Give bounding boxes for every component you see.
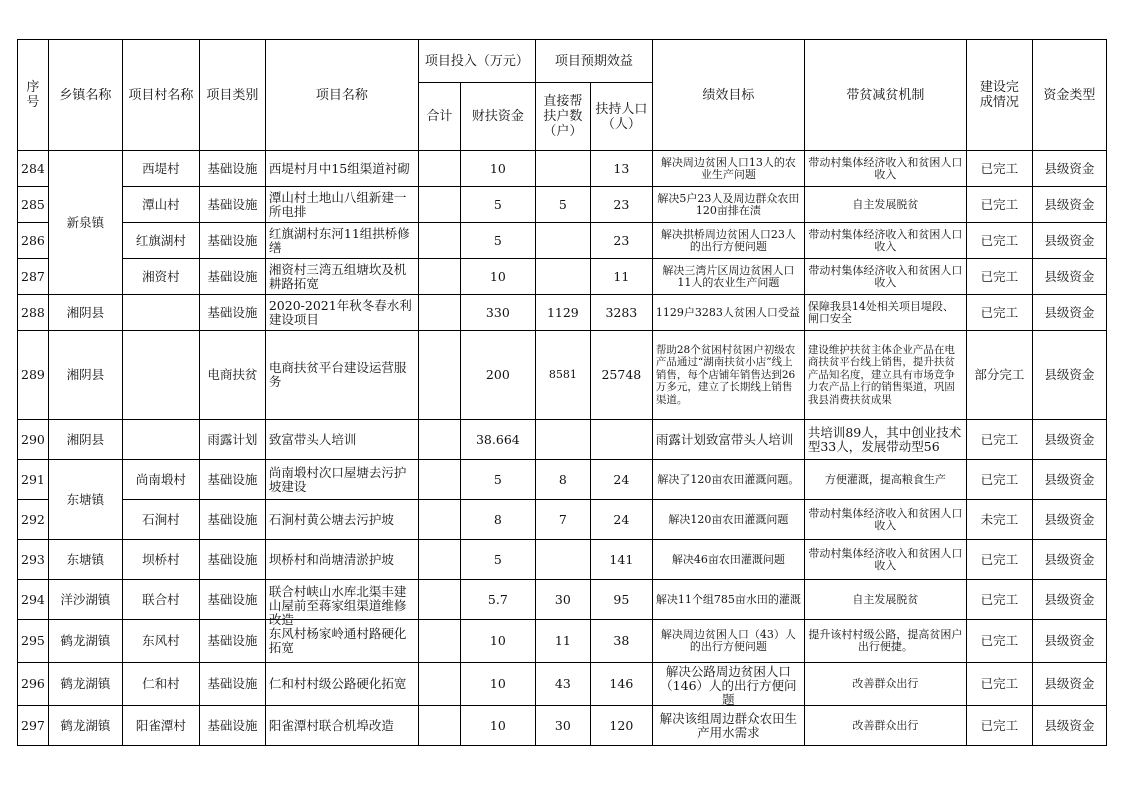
cell-status: 已完工 — [966, 580, 1032, 620]
table-row — [18, 331, 1107, 420]
cell-households — [535, 259, 590, 295]
cell-goal: 解决120亩农田灌溉问题 — [652, 500, 804, 540]
cell-town: 洋沙湖镇 — [48, 580, 122, 620]
cell-village: 西堤村 — [122, 151, 199, 187]
cell-fiscal: 10 — [460, 620, 535, 663]
cell-mechanism: 带动村集体经济收入和贫困人口收入 — [804, 540, 966, 580]
cell-seq: 297 — [18, 706, 49, 746]
cell-households — [535, 540, 590, 580]
project-table — [17, 39, 1107, 746]
cell-population: 3283 — [590, 295, 652, 331]
table-row — [18, 706, 1107, 746]
cell-project: 红旗湖村东河11组拱桥修缮 — [265, 223, 418, 259]
cell-town: 湘阴县 — [48, 331, 122, 420]
cell-category: 雨露计划 — [199, 420, 265, 460]
header-status: 建设完成情况 — [966, 40, 1032, 151]
header-village: 项目村名称 — [122, 40, 199, 151]
cell-seq: 294 — [18, 580, 49, 620]
cell-seq: 287 — [18, 259, 49, 295]
cell-project: 联合村峡山水库北渠丰建山屋前至蒋家组渠道维修改造 — [265, 580, 418, 620]
cell-project: 2020-2021年秋冬春水利建设项目 — [265, 295, 418, 331]
header-population: 扶持人口（人） — [590, 83, 652, 151]
cell-total — [418, 663, 460, 706]
cell-category: 基础设施 — [199, 460, 265, 500]
cell-category: 基础设施 — [199, 620, 265, 663]
header-benefit: 项目预期效益 — [535, 40, 652, 83]
cell-seq: 295 — [18, 620, 49, 663]
cell-status: 已完工 — [966, 620, 1032, 663]
cell-category: 基础设施 — [199, 580, 265, 620]
cell-village — [122, 331, 199, 420]
table-row — [18, 151, 1107, 187]
header-fund: 资金类型 — [1032, 40, 1106, 151]
cell-fund: 县级资金 — [1032, 540, 1106, 580]
cell-fiscal: 5.7 — [460, 580, 535, 620]
cell-goal: 1129户3283人贫困人口受益 — [652, 295, 804, 331]
cell-category: 基础设施 — [199, 151, 265, 187]
cell-households: 8 — [535, 460, 590, 500]
cell-mechanism: 改善群众出行 — [804, 706, 966, 746]
cell-fiscal: 5 — [460, 187, 535, 223]
cell-status: 未完工 — [966, 500, 1032, 540]
cell-category: 基础设施 — [199, 259, 265, 295]
cell-town: 湘阴县 — [48, 420, 122, 460]
cell-population: 38 — [590, 620, 652, 663]
cell-status: 部分完工 — [966, 331, 1032, 420]
cell-households: 5 — [535, 187, 590, 223]
header-investment: 项目投入（万元） — [418, 40, 535, 83]
cell-village: 石涧村 — [122, 500, 199, 540]
cell-village: 红旗湖村 — [122, 223, 199, 259]
cell-status: 已完工 — [966, 663, 1032, 706]
cell-project: 仁和村村级公路硬化拓宽 — [265, 663, 418, 706]
header-fiscal: 财扶资金 — [460, 83, 535, 151]
header-households: 直接帮扶户数（户） — [535, 83, 590, 151]
cell-fiscal: 10 — [460, 706, 535, 746]
cell-fund: 县级资金 — [1032, 580, 1106, 620]
cell-status: 已完工 — [966, 223, 1032, 259]
cell-total — [418, 580, 460, 620]
cell-village: 阳雀潭村 — [122, 706, 199, 746]
cell-town: 鹤龙湖镇 — [48, 620, 122, 663]
cell-households: 7 — [535, 500, 590, 540]
cell-population: 146 — [590, 663, 652, 706]
cell-total — [418, 460, 460, 500]
cell-mechanism: 建设维护扶贫主体企业产品在电商扶贫平台线上销售，提升扶贫产品知名度，建立具有市场竞争力农产品上行的销售渠道，巩固我县消费扶贫成果 — [804, 331, 966, 420]
cell-population: 95 — [590, 580, 652, 620]
table-row — [18, 295, 1107, 331]
cell-fiscal: 10 — [460, 663, 535, 706]
cell-fiscal: 5 — [460, 460, 535, 500]
header-project: 项目名称 — [265, 40, 418, 151]
cell-category: 基础设施 — [199, 540, 265, 580]
cell-status: 已完工 — [966, 187, 1032, 223]
header-category: 项目类别 — [199, 40, 265, 151]
cell-status: 已完工 — [966, 295, 1032, 331]
cell-fund: 县级资金 — [1032, 259, 1106, 295]
cell-seq: 292 — [18, 500, 49, 540]
cell-fiscal: 330 — [460, 295, 535, 331]
cell-village: 尚南塅村 — [122, 460, 199, 500]
cell-fiscal: 5 — [460, 540, 535, 580]
header-goal: 绩效目标 — [652, 40, 804, 151]
cell-mechanism: 共培训89人，其中创业技术型33人，发展带动型56 — [804, 420, 966, 460]
header-town: 乡镇名称 — [48, 40, 122, 151]
cell-goal: 解决公路周边贫困人口（146）人的出行方便问题 — [652, 663, 804, 706]
cell-category: 基础设施 — [199, 187, 265, 223]
cell-total — [418, 295, 460, 331]
project-table-sheet — [17, 39, 1107, 746]
table-row — [18, 500, 1107, 540]
cell-seq: 296 — [18, 663, 49, 706]
cell-town: 东塘镇 — [48, 460, 122, 540]
cell-status: 已完工 — [966, 420, 1032, 460]
cell-households — [535, 420, 590, 460]
cell-goal: 解决周边贫困人口（43）人的出行方便问题 — [652, 620, 804, 663]
cell-mechanism: 方便灌溉，提高粮食生产 — [804, 460, 966, 500]
cell-population: 25748 — [590, 331, 652, 420]
cell-total — [418, 151, 460, 187]
table-row — [18, 187, 1107, 223]
cell-fund: 县级资金 — [1032, 331, 1106, 420]
cell-seq: 289 — [18, 331, 49, 420]
cell-fiscal: 5 — [460, 223, 535, 259]
cell-total — [418, 420, 460, 460]
cell-village — [122, 420, 199, 460]
cell-mechanism: 保障我县14处相关项目堤段、闸口安全 — [804, 295, 966, 331]
cell-fiscal: 8 — [460, 500, 535, 540]
cell-total — [418, 706, 460, 746]
cell-population: 24 — [590, 500, 652, 540]
cell-town: 湘阴县 — [48, 295, 122, 331]
cell-fund: 县级资金 — [1032, 706, 1106, 746]
cell-project: 坝桥村和尚塘清淤护坡 — [265, 540, 418, 580]
cell-fiscal: 200 — [460, 331, 535, 420]
cell-category: 基础设施 — [199, 295, 265, 331]
cell-households: 8581 — [535, 331, 590, 420]
table-row — [18, 580, 1107, 620]
cell-town: 新泉镇 — [48, 151, 122, 295]
cell-goal: 解决三湾片区周边贫困人口11人的农业生产问题 — [652, 259, 804, 295]
cell-village: 仁和村 — [122, 663, 199, 706]
cell-town: 东塘镇 — [48, 540, 122, 580]
cell-total — [418, 187, 460, 223]
cell-goal: 解决46亩农田灌溉问题 — [652, 540, 804, 580]
cell-village: 潭山村 — [122, 187, 199, 223]
cell-seq: 291 — [18, 460, 49, 500]
cell-mechanism: 自主发展脱贫 — [804, 580, 966, 620]
cell-goal: 解决11个组785亩水田的灌溉 — [652, 580, 804, 620]
table-row — [18, 540, 1107, 580]
cell-category: 基础设施 — [199, 500, 265, 540]
cell-project: 东风村杨家岭通村路硬化拓宽 — [265, 620, 418, 663]
cell-village — [122, 295, 199, 331]
cell-project: 湘资村三湾五组塘坎及机耕路拓宽 — [265, 259, 418, 295]
cell-town: 鹤龙湖镇 — [48, 663, 122, 706]
cell-population: 141 — [590, 540, 652, 580]
cell-project: 致富带头人培训 — [265, 420, 418, 460]
cell-seq: 286 — [18, 223, 49, 259]
cell-mechanism: 自主发展脱贫 — [804, 187, 966, 223]
cell-status: 已完工 — [966, 460, 1032, 500]
cell-fund: 县级资金 — [1032, 460, 1106, 500]
cell-village: 东风村 — [122, 620, 199, 663]
cell-fund: 县级资金 — [1032, 420, 1106, 460]
cell-population: 11 — [590, 259, 652, 295]
cell-project: 石涧村黄公塘去污护坡 — [265, 500, 418, 540]
cell-goal: 解决该组周边群众农田生产用水需求 — [652, 706, 804, 746]
cell-total — [418, 620, 460, 663]
header-total: 合计 — [418, 83, 460, 151]
cell-fund: 县级资金 — [1032, 187, 1106, 223]
cell-seq: 290 — [18, 420, 49, 460]
cell-status: 已完工 — [966, 706, 1032, 746]
cell-households: 30 — [535, 706, 590, 746]
cell-households — [535, 151, 590, 187]
cell-fiscal: 10 — [460, 259, 535, 295]
cell-population: 13 — [590, 151, 652, 187]
cell-population: 23 — [590, 223, 652, 259]
cell-goal: 解决周边贫困人口13人的农业生产问题 — [652, 151, 804, 187]
cell-households: 11 — [535, 620, 590, 663]
header-mechanism: 带贫减贫机制 — [804, 40, 966, 151]
cell-goal: 解决5户23人及周边群众农田120亩排在渍 — [652, 187, 804, 223]
cell-fund: 县级资金 — [1032, 151, 1106, 187]
cell-project: 电商扶贫平台建设运营服务 — [265, 331, 418, 420]
cell-seq: 288 — [18, 295, 49, 331]
table-row — [18, 663, 1107, 706]
cell-status: 已完工 — [966, 540, 1032, 580]
cell-mechanism: 带动村集体经济收入和贫困人口收入 — [804, 151, 966, 187]
cell-fund: 县级资金 — [1032, 295, 1106, 331]
cell-population — [590, 420, 652, 460]
cell-fund: 县级资金 — [1032, 500, 1106, 540]
table-row — [18, 259, 1107, 295]
cell-mechanism: 带动村集体经济收入和贫困人口收入 — [804, 223, 966, 259]
cell-town: 鹤龙湖镇 — [48, 706, 122, 746]
cell-mechanism: 带动村集体经济收入和贫困人口收入 — [804, 259, 966, 295]
cell-project: 尚南塅村次口屋塘去污护坡建设 — [265, 460, 418, 500]
cell-total — [418, 540, 460, 580]
table-row — [18, 460, 1107, 500]
cell-category: 基础设施 — [199, 223, 265, 259]
cell-mechanism: 带动村集体经济收入和贫困人口收入 — [804, 500, 966, 540]
cell-fund: 县级资金 — [1032, 223, 1106, 259]
cell-village: 坝桥村 — [122, 540, 199, 580]
cell-village: 湘资村 — [122, 259, 199, 295]
cell-total — [418, 223, 460, 259]
cell-population: 120 — [590, 706, 652, 746]
cell-total — [418, 259, 460, 295]
cell-goal: 雨露计划致富带头人培训 — [652, 420, 804, 460]
cell-seq: 284 — [18, 151, 49, 187]
cell-status: 已完工 — [966, 259, 1032, 295]
cell-households: 30 — [535, 580, 590, 620]
cell-mechanism: 提升该村村级公路，提高贫困户出行便捷。 — [804, 620, 966, 663]
cell-fiscal: 10 — [460, 151, 535, 187]
cell-fund: 县级资金 — [1032, 620, 1106, 663]
cell-seq: 285 — [18, 187, 49, 223]
cell-goal: 帮助28个贫困村贫困户初级农产品通过“湖南扶贫小店”线上销售，每个店铺年销售达到26万多元，建立了长期线上销售渠道。 — [652, 331, 804, 420]
cell-goal: 解决了120亩农田灌溉问题。 — [652, 460, 804, 500]
cell-households — [535, 223, 590, 259]
cell-category: 基础设施 — [199, 706, 265, 746]
cell-fund: 县级资金 — [1032, 663, 1106, 706]
cell-project: 西堤村月中15组渠道衬砌 — [265, 151, 418, 187]
cell-village: 联合村 — [122, 580, 199, 620]
cell-category: 电商扶贫 — [199, 331, 265, 420]
cell-population: 24 — [590, 460, 652, 500]
cell-category: 基础设施 — [199, 663, 265, 706]
cell-households: 43 — [535, 663, 590, 706]
table-row — [18, 620, 1107, 663]
header-seq: 序号 — [18, 40, 49, 151]
cell-project: 阳雀潭村联合机埠改造 — [265, 706, 418, 746]
cell-seq: 293 — [18, 540, 49, 580]
cell-total — [418, 331, 460, 420]
cell-households: 1129 — [535, 295, 590, 331]
cell-total-value: 38.664 — [460, 420, 535, 460]
table-row — [18, 223, 1107, 259]
cell-total — [418, 500, 460, 540]
cell-mechanism: 改善群众出行 — [804, 663, 966, 706]
cell-population: 23 — [590, 187, 652, 223]
cell-project: 潭山村土地山八组新建一所电排 — [265, 187, 418, 223]
cell-goal: 解决拱桥周边贫困人口23人的出行方便问题 — [652, 223, 804, 259]
cell-status: 已完工 — [966, 151, 1032, 187]
table-row — [18, 420, 1107, 460]
